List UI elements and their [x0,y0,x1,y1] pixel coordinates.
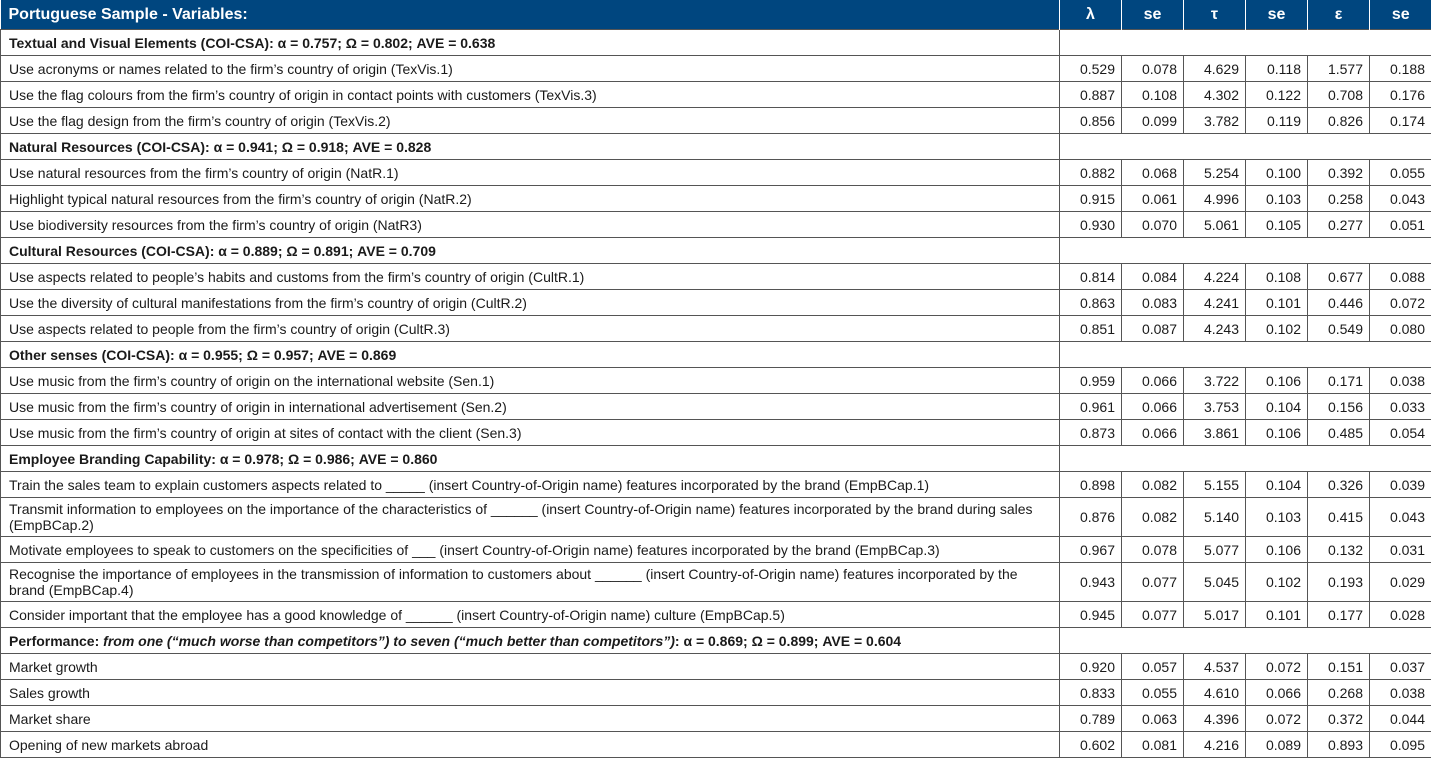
section-title-text: Performance: [9,632,104,649]
value-cell: 0.873 [1060,420,1122,446]
value-cell: 0.372 [1308,706,1370,732]
table-row [1,368,1431,394]
value-cell: 3.782 [1184,108,1246,134]
item-label: Use the diversity of cultural manifestations from the firm’s country of origin (CultR.2) [1,290,1060,316]
value-cell: 0.789 [1060,706,1122,732]
value-cell: 0.104 [1246,472,1308,498]
section-blank-cell [1060,134,1431,160]
value-cell: 0.106 [1246,420,1308,446]
value-cell: 0.080 [1370,316,1431,342]
value-cell: 0.061 [1122,186,1184,212]
item-label: Use music from the firm’s country of origin on the international website (Sen.1) [1,368,1060,394]
table-row [1,563,1431,602]
item-label: Market share [1,706,1060,732]
value-cell: 4.243 [1184,316,1246,342]
value-cell: 0.930 [1060,212,1122,238]
table-row [1,108,1431,134]
table-row [1,264,1431,290]
value-cell: 0.529 [1060,56,1122,82]
value-cell: 0.066 [1246,680,1308,706]
col-header-se-tau: se [1246,0,1308,30]
value-cell: 0.106 [1246,368,1308,394]
table-body [1,30,1431,758]
value-cell: 0.104 [1246,394,1308,420]
value-cell: 4.629 [1184,56,1246,82]
item-label: Use acronyms or names related to the firm’s country of origin (TexVis.1) [1,56,1060,82]
section-header-row [1,134,1431,160]
value-cell: 0.268 [1308,680,1370,706]
value-cell: 0.326 [1308,472,1370,498]
item-label: Train the sales team to explain customers aspects related to _____ (insert Country-of-Origin name) features incorporated by the brand (EmpBCap.1) [1,472,1060,498]
value-cell: 0.108 [1246,264,1308,290]
value-cell: 0.078 [1122,537,1184,563]
value-cell: 0.082 [1122,498,1184,537]
value-cell: 0.122 [1246,82,1308,108]
value-cell: 4.537 [1184,654,1246,680]
table-row [1,680,1431,706]
value-cell: 0.898 [1060,472,1122,498]
value-cell: 0.033 [1370,394,1431,420]
value-cell: 0.066 [1122,368,1184,394]
value-cell: 0.100 [1246,160,1308,186]
value-cell: 0.038 [1370,368,1431,394]
section-title-text: Natural Resources (COI-CSA): α = 0.941; Ω = 0.918; AVE = 0.828 [9,138,432,155]
value-cell: 0.549 [1308,316,1370,342]
value-cell: 0.851 [1060,316,1122,342]
value-cell: 0.415 [1308,498,1370,537]
section-title [1,446,1060,472]
table-row [1,706,1431,732]
section-title [1,30,1060,56]
value-cell: 0.066 [1122,394,1184,420]
value-cell: 3.753 [1184,394,1246,420]
value-cell: 0.070 [1122,212,1184,238]
value-cell: 3.861 [1184,420,1246,446]
item-label: Use natural resources from the firm’s country of origin (NatR.1) [1,160,1060,186]
item-label: Use aspects related to people from the firm’s country of origin (CultR.3) [1,316,1060,342]
section-title-stats: : α = 0.869; Ω = 0.899; AVE = 0.604 [674,632,902,649]
item-label: Use music from the firm’s country of origin in international advertisement (Sen.2) [1,394,1060,420]
value-cell: 4.302 [1184,82,1246,108]
section-title-scale: from one (“much worse than competitors”) to seven (“much better than competitors”) [103,632,675,649]
section-blank-cell [1060,628,1431,654]
section-header-row [1,30,1431,56]
value-cell: 0.108 [1122,82,1184,108]
value-cell: 0.105 [1246,212,1308,238]
table-row [1,316,1431,342]
section-header-row [1,342,1431,368]
table-row [1,537,1431,563]
value-cell: 0.967 [1060,537,1122,563]
value-cell: 0.054 [1370,420,1431,446]
table-row [1,186,1431,212]
value-cell: 0.876 [1060,498,1122,537]
value-cell: 4.224 [1184,264,1246,290]
value-cell: 0.193 [1308,563,1370,602]
value-cell: 0.039 [1370,472,1431,498]
value-cell: 0.887 [1060,82,1122,108]
table-row [1,82,1431,108]
section-header-row [1,628,1431,654]
value-cell: 5.140 [1184,498,1246,537]
col-header-lambda: λ [1060,0,1122,30]
value-cell: 0.055 [1122,680,1184,706]
value-cell: 0.084 [1122,264,1184,290]
value-cell: 0.102 [1246,316,1308,342]
value-cell: 0.177 [1308,602,1370,628]
value-cell: 5.045 [1184,563,1246,602]
value-cell: 0.176 [1370,82,1431,108]
value-cell: 0.072 [1246,654,1308,680]
value-cell: 0.087 [1122,316,1184,342]
value-cell: 5.155 [1184,472,1246,498]
value-cell: 0.066 [1122,420,1184,446]
table-row [1,56,1431,82]
section-blank-cell [1060,342,1431,368]
value-cell: 0.945 [1060,602,1122,628]
col-header-epsilon: ε [1308,0,1370,30]
section-title [1,342,1060,368]
table-title: Portuguese Sample - Variables: [1,0,1060,30]
section-blank-cell [1060,446,1431,472]
value-cell: 0.959 [1060,368,1122,394]
value-cell: 0.118 [1246,56,1308,82]
value-cell: 0.029 [1370,563,1431,602]
value-cell: 0.055 [1370,160,1431,186]
value-cell: 0.083 [1122,290,1184,316]
value-cell: 0.078 [1122,56,1184,82]
value-cell: 0.708 [1308,82,1370,108]
value-cell: 0.893 [1308,732,1370,758]
value-cell: 0.833 [1060,680,1122,706]
item-label: Recognise the importance of employees in the transmission of information to customers about ______ (insert Country-of-Origin name) features incorporated by the brand (EmpBCap.4) [1,563,1060,602]
table-row [1,732,1431,758]
value-cell: 0.099 [1122,108,1184,134]
value-cell: 0.826 [1308,108,1370,134]
item-label: Consider important that the employee has a good knowledge of ______ (insert Country-of-Origin name) culture (EmpBCap.5) [1,602,1060,628]
value-cell: 0.961 [1060,394,1122,420]
value-cell: 4.610 [1184,680,1246,706]
value-cell: 0.081 [1122,732,1184,758]
value-cell: 0.446 [1308,290,1370,316]
value-cell: 0.119 [1246,108,1308,134]
value-cell: 5.017 [1184,602,1246,628]
table-row [1,602,1431,628]
table-row [1,654,1431,680]
value-cell: 0.915 [1060,186,1122,212]
section-title [1,134,1060,160]
value-cell: 0.171 [1308,368,1370,394]
value-cell: 0.814 [1060,264,1122,290]
value-cell: 0.077 [1122,563,1184,602]
value-cell: 0.156 [1308,394,1370,420]
value-cell: 3.722 [1184,368,1246,394]
section-blank-cell [1060,30,1431,56]
value-cell: 0.103 [1246,498,1308,537]
item-label: Highlight typical natural resources from the firm’s country of origin (NatR.2) [1,186,1060,212]
value-cell: 0.044 [1370,706,1431,732]
value-cell: 0.089 [1246,732,1308,758]
table-row [1,290,1431,316]
value-cell: 0.072 [1246,706,1308,732]
value-cell: 1.577 [1308,56,1370,82]
section-title-text: Cultural Resources (COI-CSA): α = 0.889; Ω = 0.891; AVE = 0.709 [9,242,436,259]
item-label: Sales growth [1,680,1060,706]
value-cell: 0.863 [1060,290,1122,316]
table-row [1,498,1431,537]
value-cell: 0.132 [1308,537,1370,563]
value-cell: 4.996 [1184,186,1246,212]
value-cell: 0.051 [1370,212,1431,238]
value-cell: 0.063 [1122,706,1184,732]
value-cell: 0.106 [1246,537,1308,563]
col-header-se-epsilon: se [1370,0,1431,30]
item-label: Motivate employees to speak to customers on the specificities of ___ (insert Country-of-Origin name) features incorporated by the brand (EmpBCap.3) [1,537,1060,563]
value-cell: 0.102 [1246,563,1308,602]
value-cell: 0.037 [1370,654,1431,680]
value-cell: 0.103 [1246,186,1308,212]
value-cell: 4.396 [1184,706,1246,732]
table-row [1,420,1431,446]
table-row [1,160,1431,186]
section-header-row [1,238,1431,264]
value-cell: 0.188 [1370,56,1431,82]
table-header-row [1,0,1431,30]
item-label: Use biodiversity resources from the firm’s country of origin (NatR3) [1,212,1060,238]
value-cell: 0.043 [1370,498,1431,537]
value-cell: 0.043 [1370,186,1431,212]
value-cell: 4.216 [1184,732,1246,758]
value-cell: 0.082 [1122,472,1184,498]
col-header-tau: τ [1184,0,1246,30]
value-cell: 0.057 [1122,654,1184,680]
value-cell: 0.101 [1246,602,1308,628]
table-row [1,394,1431,420]
item-label: Use the flag colours from the firm’s country of origin in contact points with customers (TexVis.3) [1,82,1060,108]
section-title [1,238,1060,264]
value-cell: 0.038 [1370,680,1431,706]
value-cell: 0.882 [1060,160,1122,186]
value-cell: 0.031 [1370,537,1431,563]
table-row [1,472,1431,498]
item-label: Transmit information to employees on the importance of the characteristics of ______ (insert Country-of-Origin name) features incorporated by the brand during sales (EmpBCap.2) [1,498,1060,537]
value-cell: 0.068 [1122,160,1184,186]
value-cell: 0.101 [1246,290,1308,316]
value-cell: 0.856 [1060,108,1122,134]
item-label: Market growth [1,654,1060,680]
value-cell: 0.151 [1308,654,1370,680]
section-header-row [1,446,1431,472]
value-cell: 5.254 [1184,160,1246,186]
item-label: Opening of new markets abroad [1,732,1060,758]
item-label: Use music from the firm’s country of origin at sites of contact with the client (Sen.3) [1,420,1060,446]
item-label: Use the flag design from the firm’s country of origin (TexVis.2) [1,108,1060,134]
value-cell: 0.485 [1308,420,1370,446]
value-cell: 0.920 [1060,654,1122,680]
value-cell: 0.677 [1308,264,1370,290]
section-blank-cell [1060,238,1431,264]
value-cell: 0.072 [1370,290,1431,316]
value-cell: 0.258 [1308,186,1370,212]
value-cell: 0.174 [1370,108,1431,134]
value-cell: 5.077 [1184,537,1246,563]
value-cell: 0.088 [1370,264,1431,290]
value-cell: 0.077 [1122,602,1184,628]
section-title-text: Employee Branding Capability: α = 0.978; Ω = 0.986; AVE = 0.860 [9,450,438,467]
section-title-text: Textual and Visual Elements (COI-CSA): α = 0.757; Ω = 0.802; AVE = 0.638 [9,34,496,51]
value-cell: 0.095 [1370,732,1431,758]
value-cell: 0.277 [1308,212,1370,238]
value-cell: 0.392 [1308,160,1370,186]
value-cell: 0.943 [1060,563,1122,602]
value-cell: 4.241 [1184,290,1246,316]
section-title [1,628,1060,654]
value-cell: 5.061 [1184,212,1246,238]
col-header-se-lambda: se [1122,0,1184,30]
value-cell: 0.602 [1060,732,1122,758]
item-label: Use aspects related to people’s habits and customs from the firm’s country of origin (CultR.1) [1,264,1060,290]
section-title-text: Other senses (COI-CSA): α = 0.955; Ω = 0.957; AVE = 0.869 [9,346,397,363]
table-row [1,212,1431,238]
value-cell: 0.028 [1370,602,1431,628]
